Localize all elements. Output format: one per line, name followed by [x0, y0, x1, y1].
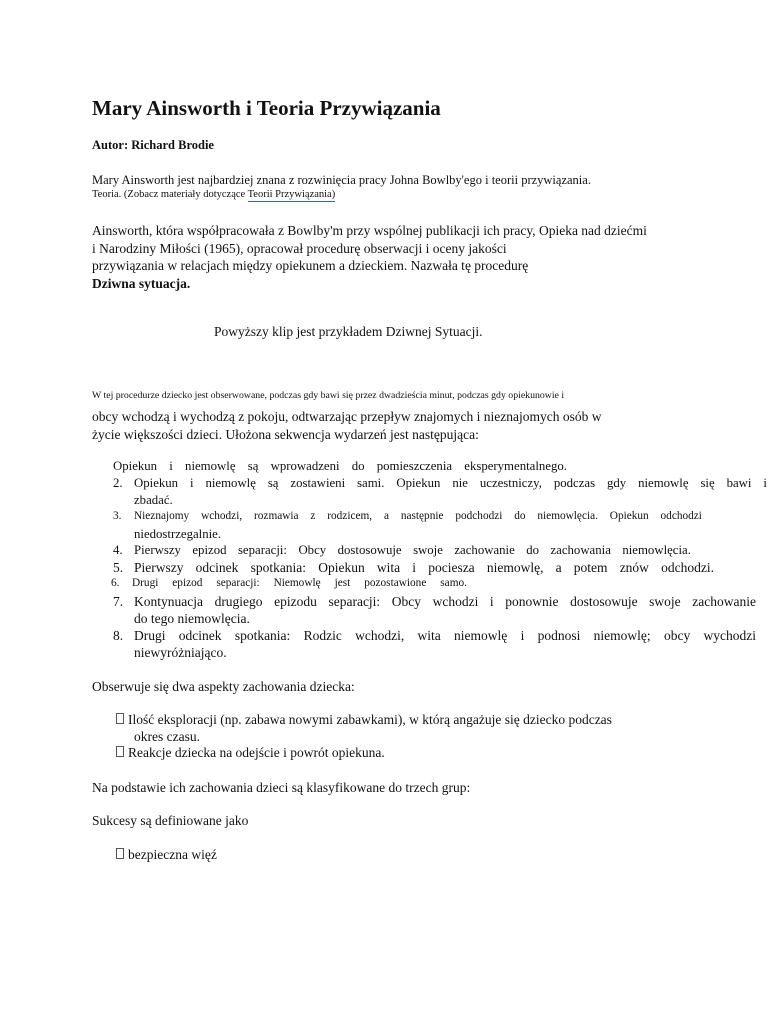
step-word: zachowanie — [454, 543, 515, 557]
step-word: samo. — [440, 577, 467, 589]
intro-line-1: Mary Ainsworth jest najbardziej znana z rozwinięcia pracy Johna Bowlby'ego i teorii przywiązania. — [92, 173, 591, 187]
step-word: eksperymentalnego. — [464, 459, 567, 473]
paragraph-observation — [92, 408, 601, 443]
step-word: epizod — [172, 577, 203, 589]
step-word: wita — [417, 628, 441, 643]
step-word: są — [267, 476, 279, 490]
step-word: Opiekun — [318, 560, 365, 575]
step-word: Pierwszy — [134, 543, 181, 557]
step-word: odcinek — [195, 560, 239, 575]
step-continuation: niedostrzegalnie. — [134, 527, 222, 541]
step-word: i — [189, 476, 194, 490]
page-title: Mary Ainsworth i Teoria Przywiązania — [92, 96, 441, 120]
step-text — [134, 510, 702, 522]
step-word: pociesza — [428, 560, 475, 575]
step-word: zachowania — [550, 543, 611, 557]
step-word: a — [555, 560, 562, 575]
paragraph-line: przywiązania w relacjach między opiekunem a dzieckiem. Nazwała tę procedurę — [92, 258, 529, 273]
step-word: Rodzic — [303, 628, 342, 643]
step-word: znów — [619, 560, 649, 575]
step-word: niemowlęcia. — [622, 543, 691, 557]
step-number: 7. — [113, 594, 124, 609]
step-word: obcy — [663, 628, 691, 643]
step-continuation: zbadać. — [134, 493, 173, 507]
success-heading: Sukcesy są definiowane jako — [92, 813, 249, 828]
step-number: 6. — [111, 577, 120, 589]
step-word: wchodzi, — [355, 628, 405, 643]
list-item — [113, 628, 756, 644]
step-word: spotkania: — [250, 560, 307, 575]
step-word: zostawieni — [290, 476, 346, 490]
step-word: jest — [334, 577, 351, 589]
step-word: niemowlę — [454, 628, 508, 643]
aspect-continuation: okres czasu. — [134, 729, 200, 744]
paragraph-line: i Narodziny Miłości (1965), opracował procedurę obserwacji i oceny jakości — [92, 240, 507, 256]
step-word: sami. — [357, 476, 385, 490]
step-word: z — [310, 510, 316, 522]
list-item — [113, 510, 702, 522]
paragraph-line: obcy wchodzą i wychodzą z pokoju, odtwarzając przepływ znajomych i nieznajomych osób w — [92, 409, 602, 424]
step-word: wprowadzeni — [270, 459, 340, 473]
step-word: separacji: — [328, 594, 381, 609]
step-word: rozmawia — [254, 510, 299, 522]
step-word: Kontynuacja — [134, 594, 203, 609]
step-text — [113, 459, 567, 474]
aspect-text: Ilość eksploracji (np. zabawa nowymi zabawkami), w którą angażuje się dziecko podczas — [128, 712, 612, 727]
step-word: swoje — [413, 543, 443, 557]
step-word: dostosowuje — [570, 594, 638, 609]
step-word: odchodzi. — [661, 560, 714, 575]
step-word: spotkania: — [234, 628, 291, 643]
step-word: nie — [452, 476, 468, 490]
step-continuation: do tego niemowlęcia. — [134, 611, 250, 626]
step-word: i — [412, 560, 417, 575]
step-word: Drugi — [132, 577, 159, 589]
author-line: Autor: Richard Brodie — [92, 138, 214, 152]
step-word: niemowlę — [638, 476, 689, 490]
aspects-heading: Obserwuje się dwa aspekty zachowania dziecka: — [92, 679, 355, 694]
step-text — [134, 628, 756, 644]
step-word: Niemowlę — [273, 577, 321, 589]
step-word: wchodzi — [432, 594, 479, 609]
step-word: Nieznajomy — [134, 510, 190, 522]
step-word: Pierwszy — [134, 560, 184, 575]
step-word: niemowlę, — [486, 560, 544, 575]
step-word: wychodzi — [703, 628, 756, 643]
intro-line-2 — [92, 189, 335, 200]
step-number: 2. — [113, 476, 123, 490]
step-word: są — [247, 459, 259, 473]
step-number: 4. — [113, 543, 123, 557]
step-word: do — [351, 459, 365, 473]
bullet-box-icon — [116, 713, 124, 724]
step-word: niemowlęcia. — [537, 510, 598, 522]
list-item — [111, 577, 467, 589]
step-word: zachowanie — [692, 594, 756, 609]
paragraph-line: życie większości dzieci. Ułożona sekwencja wydarzeń jest następująca: — [92, 426, 479, 442]
step-word: odchodzi — [660, 510, 702, 522]
list-item — [113, 560, 714, 576]
list-item — [113, 594, 756, 610]
step-word: pozostawione — [364, 577, 427, 589]
step-word: podchodzi — [455, 510, 503, 522]
step-word: potem — [573, 560, 608, 575]
step-word: do — [514, 510, 526, 522]
step-word: Opiekun — [609, 510, 649, 522]
paragraph-procedure — [92, 222, 647, 292]
step-word: epizodu — [274, 594, 317, 609]
step-text — [134, 543, 691, 558]
step-word: bawi — [726, 476, 752, 490]
step-text — [134, 476, 767, 491]
step-word: gdy — [606, 476, 627, 490]
list-item — [113, 543, 691, 558]
step-word: ponownie — [505, 594, 559, 609]
step-word: wita — [376, 560, 401, 575]
step-word: i — [520, 628, 525, 643]
step-word: Opiekun — [134, 476, 179, 490]
step-continuation: niewyróżniająco. — [134, 645, 227, 660]
step-word: a — [383, 510, 389, 522]
list-item — [113, 459, 567, 474]
success-item-text: bezpieczna więź — [128, 847, 217, 862]
step-number: 5. — [113, 560, 124, 575]
step-word: swoje — [649, 594, 681, 609]
step-word: pomieszczenia — [376, 459, 453, 473]
step-word: Drugi — [134, 628, 166, 643]
step-text — [134, 560, 714, 576]
step-word: Obcy — [391, 594, 422, 609]
step-word: epizod — [192, 543, 227, 557]
step-word: separacji: — [237, 543, 287, 557]
step-word: drugiego — [214, 594, 263, 609]
bullet-box-icon — [116, 746, 124, 757]
aspect-text: Reakcje dziecka na odejście i powrót opiekuna. — [128, 745, 385, 760]
step-word: niemowlę — [205, 476, 256, 490]
intro-line-2-text: Teoria. (Zobacz materiały dotyczące — [92, 189, 248, 200]
step-word: i — [489, 594, 494, 609]
step-text — [132, 577, 467, 589]
step-word: następnie — [400, 510, 444, 522]
step-number: 8. — [113, 628, 124, 643]
strange-situation-term: Dziwna sytuacja. — [92, 275, 191, 291]
attachment-theory-link[interactable]: Teorii Przywiązania) — [247, 189, 336, 200]
step-word: do — [526, 543, 540, 557]
clip-caption: Powyższy klip jest przykładem Dziwnej Sytuacji. — [214, 324, 483, 339]
step-word: odcinek — [178, 628, 222, 643]
step-word: niemowlę — [185, 459, 236, 473]
step-word: Opiekun — [396, 476, 441, 490]
paragraph-line-small: W tej procedurze dziecko jest obserwowane, podczas gdy bawi się przez dwadzieścia minut, podczas gdy opiekunowie i — [92, 390, 565, 401]
step-word: podnosi — [537, 628, 581, 643]
step-word: niemowlę; — [593, 628, 651, 643]
step-word: dostosowuje — [337, 543, 402, 557]
step-word: Obcy — [298, 543, 327, 557]
step-word: i — [169, 459, 173, 473]
step-number: 3. — [113, 510, 122, 522]
list-item — [116, 847, 217, 863]
step-word: wchodzi, — [201, 510, 243, 522]
step-word: uczestniczy, — [479, 476, 542, 490]
list-item — [116, 712, 612, 728]
bullet-box-icon — [116, 848, 124, 859]
step-word: rodzicem, — [327, 510, 373, 522]
step-word: separacji: — [216, 577, 260, 589]
step-word: Opiekun — [113, 459, 158, 473]
list-item — [113, 476, 767, 491]
paragraph-line: Ainsworth, która współpracowała z Bowlby'm przy wspólnej publikacji ich pracy, Opieka nad dziećmi — [92, 223, 647, 238]
step-word: się — [700, 476, 715, 490]
groups-heading: Na podstawie ich zachowania dzieci są klasyfikowane do trzech grup: — [92, 780, 471, 795]
step-word: i — [763, 476, 767, 490]
list-item — [116, 745, 385, 761]
step-word: podczas — [553, 476, 596, 490]
step-text — [134, 594, 756, 610]
